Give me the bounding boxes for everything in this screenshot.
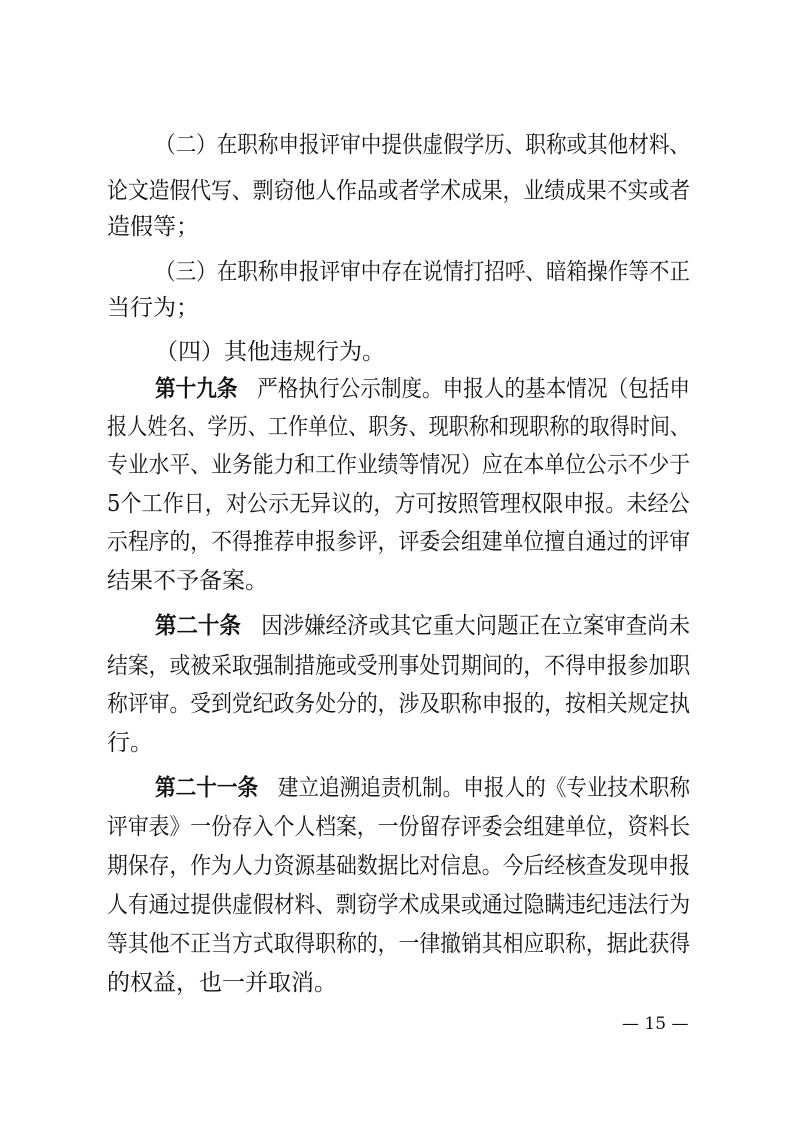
article-first-line: 第十九条 严格执行公示制度。申报人的基本情况（包括申 [155,375,690,402]
text-line: 专业水平、业务能力和工作业绩等情况）应在本单位公示不少于 [107,452,691,478]
article-first-line: 第二十一条 建立追溯追责机制。申报人的《专业技术职称 [155,774,690,801]
article-heading: 第十九条 [155,375,238,402]
text-line: 评审表》一份存入个人档案，一份留存评委会组建单位，资料长 [107,814,691,840]
text-line: 行。 [107,730,153,756]
text-line: 报人姓名、学历、工作单位、职务、现职称和现职称的取得时间、 [107,414,691,440]
text-line: 称评审。受到党纪政务处分的，涉及职称申报的，按相关规定执 [107,691,691,717]
text-line: 论文造假代写、剽窃他人作品或者学术成果，业绩成果不实或者 [107,178,691,204]
text-line: 示程序的，不得推荐申报参评，评委会组建单位擅自通过的评审 [107,529,691,555]
page-number: — 15 — [622,1014,689,1034]
text-line: 结案，或被采取强制措施或受刑事处罚期间的，不得申报参加职 [107,653,691,679]
text-line: （四）其他违规行为。 [155,339,385,365]
text-line: 等其他不正当方式取得职称的，一律撤销其相应职称，据此获得 [107,931,691,957]
article-heading: 第二十一条 [155,774,259,801]
text-line: 人有通过提供虚假材料、剽窃学术成果或通过隐瞒违纪违法行为 [107,892,691,918]
text-line: 期保存，作为人力资源基础数据比对信息。今后经核查发现申报 [107,853,691,879]
text-line: 当行为； [107,295,199,321]
article-first-line: 第二十条 因涉嫌经济或其它重大问题正在立案审查尚未 [155,612,691,639]
text-line: 的权益，也一并取消。 [107,970,337,996]
article-heading: 第二十条 [155,612,241,639]
text-line: （二）在职称申报评审中提供虚假学历、职称或其他材料、 [155,132,690,158]
text-line: （三）在职称申报评审中存在说情打招呼、暗箱操作等不正 [155,259,690,285]
text-line: 5个工作日，对公示无异议的，方可按照管理权限申报。未经公 [107,491,690,517]
text-line: 造假等； [107,214,199,240]
text-line: 结果不予备案。 [107,568,268,594]
